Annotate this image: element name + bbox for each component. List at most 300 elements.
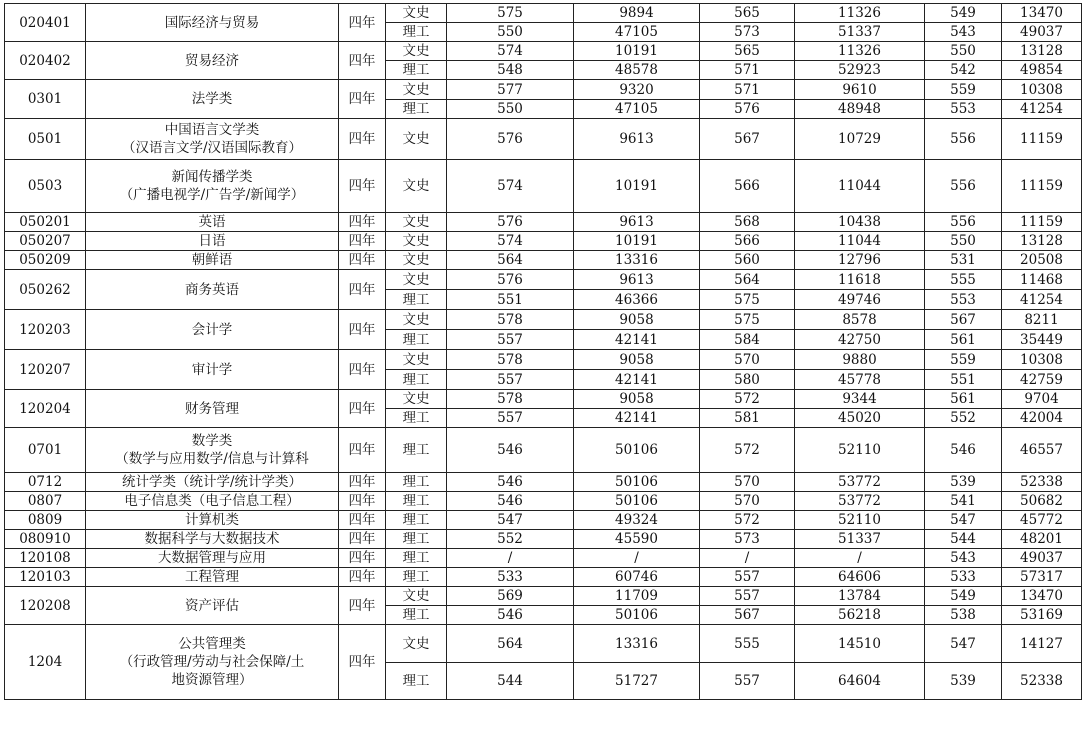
rank-cell: 14510: [795, 625, 925, 663]
score-cell: 546: [447, 428, 574, 473]
major-name-line: 日语: [198, 233, 226, 249]
rank-cell: 47105: [574, 23, 700, 42]
major-name: [86, 473, 339, 492]
score-cell: 565: [700, 42, 795, 61]
rank-cell: 42141: [574, 370, 700, 390]
rank-cell: 41254: [1002, 290, 1082, 310]
score-cell: 533: [447, 568, 574, 587]
track-type: 文史: [386, 4, 447, 23]
major-name-line: 数据科学与大数据技术: [144, 531, 280, 547]
major-name-line: （广播电视学/广告学/新闻学）: [119, 187, 305, 203]
score-cell: 576: [447, 270, 574, 290]
major-name-line: 中国语言文学类: [164, 122, 260, 138]
rank-cell: 64604: [795, 663, 925, 700]
score-cell: 544: [925, 530, 1002, 549]
rank-cell: 52338: [1002, 473, 1082, 492]
rank-cell: 10308: [1002, 350, 1082, 370]
rank-cell: 9880: [795, 350, 925, 370]
score-cell: 561: [925, 330, 1002, 350]
rank-cell: 11159: [1002, 213, 1082, 232]
track-type: 文史: [386, 42, 447, 61]
score-cell: 572: [700, 511, 795, 530]
study-duration: 四年: [339, 119, 386, 160]
score-cell: 551: [447, 290, 574, 310]
rank-cell: 10191: [574, 160, 700, 213]
rank-cell: 13128: [1002, 42, 1082, 61]
rank-cell: 53169: [1002, 606, 1082, 625]
score-cell: 564: [447, 625, 574, 663]
track-type: 文史: [386, 310, 447, 330]
study-duration: 四年: [339, 213, 386, 232]
major-name-line: 统计学类（统计学/统计学类）: [121, 474, 303, 490]
rank-cell: 11159: [1002, 160, 1082, 213]
study-duration: 四年: [339, 160, 386, 213]
major-name-line: 新闻传播学类: [171, 169, 253, 185]
major-name: [86, 511, 339, 530]
score-cell: /: [447, 549, 574, 568]
score-cell: 573: [700, 23, 795, 42]
score-cell: 568: [700, 213, 795, 232]
major-code: 120207: [5, 350, 86, 390]
score-cell: 584: [700, 330, 795, 350]
major-name-line: 工程管理: [185, 569, 239, 585]
score-cell: 549: [925, 4, 1002, 23]
score-cell: 571: [700, 61, 795, 80]
major-name: [86, 350, 339, 390]
rank-cell: 9894: [574, 4, 700, 23]
rank-cell: 20508: [1002, 251, 1082, 270]
table-row: [5, 390, 1082, 409]
rank-cell: /: [795, 549, 925, 568]
rank-cell: 49037: [1002, 549, 1082, 568]
score-cell: 557: [700, 663, 795, 700]
rank-cell: 50106: [574, 473, 700, 492]
table-row: [5, 310, 1082, 330]
major-name-line: 大数据管理与应用: [158, 550, 266, 566]
track-type: 文史: [386, 119, 447, 160]
rank-cell: 10308: [1002, 80, 1082, 100]
major-code: 0301: [5, 80, 86, 119]
score-cell: /: [700, 549, 795, 568]
rank-cell: 56218: [795, 606, 925, 625]
major-name: [86, 80, 339, 119]
major-code: 0501: [5, 119, 86, 160]
study-duration: 四年: [339, 350, 386, 390]
track-type: 理工: [386, 370, 447, 390]
major-name: [86, 568, 339, 587]
score-cell: 552: [925, 409, 1002, 428]
track-type: 文史: [386, 251, 447, 270]
rank-cell: 42004: [1002, 409, 1082, 428]
major-name: [86, 428, 339, 473]
track-type: 文史: [386, 390, 447, 409]
major-name-line: 朝鲜语: [191, 252, 233, 268]
table-row: [5, 251, 1082, 270]
track-type: 理工: [386, 473, 447, 492]
table-body: [5, 4, 1082, 700]
rank-cell: 9320: [574, 80, 700, 100]
study-duration: 四年: [339, 80, 386, 119]
major-name: [86, 251, 339, 270]
major-name: [86, 625, 339, 700]
table-row: [5, 492, 1082, 511]
rank-cell: 9613: [574, 213, 700, 232]
track-type: 文史: [386, 232, 447, 251]
study-duration: 四年: [339, 473, 386, 492]
score-cell: 550: [925, 42, 1002, 61]
rank-cell: 11326: [795, 4, 925, 23]
study-duration: 四年: [339, 549, 386, 568]
rank-cell: 10438: [795, 213, 925, 232]
rank-cell: 52338: [1002, 663, 1082, 700]
rank-cell: 9058: [574, 310, 700, 330]
major-name-line: 商务英语: [185, 281, 239, 298]
table-row: [5, 160, 1082, 213]
major-code: 0809: [5, 511, 86, 530]
rank-cell: 42750: [795, 330, 925, 350]
major-name: [86, 119, 339, 160]
score-cell: 555: [700, 625, 795, 663]
rank-cell: 9704: [1002, 390, 1082, 409]
major-name: [86, 160, 339, 213]
score-cell: 577: [447, 80, 574, 100]
table-row: [5, 568, 1082, 587]
major-name-line: 电子信息类（电子信息工程）: [124, 493, 300, 509]
rank-cell: 35449: [1002, 330, 1082, 350]
score-cell: 556: [925, 213, 1002, 232]
rank-cell: 13316: [574, 625, 700, 663]
score-cell: 566: [700, 160, 795, 213]
rank-cell: 11709: [574, 587, 700, 606]
table-row: [5, 80, 1082, 100]
rank-cell: 52110: [795, 511, 925, 530]
score-cell: 576: [447, 119, 574, 160]
major-name-line: （行政管理/劳动与社会保障/土: [119, 654, 305, 670]
score-cell: 560: [700, 251, 795, 270]
track-type: 理工: [386, 549, 447, 568]
table-row: [5, 549, 1082, 568]
major-name-line: 审计学: [191, 361, 233, 378]
score-cell: 576: [700, 100, 795, 119]
rank-cell: 10729: [795, 119, 925, 160]
study-duration: 四年: [339, 428, 386, 473]
score-cell: 539: [925, 473, 1002, 492]
score-cell: 576: [447, 213, 574, 232]
score-cell: 557: [700, 568, 795, 587]
study-duration: 四年: [339, 4, 386, 42]
major-code: 120204: [5, 390, 86, 428]
major-name-line: 资产评估: [185, 597, 239, 614]
score-cell: 567: [925, 310, 1002, 330]
rank-cell: 11044: [795, 232, 925, 251]
score-cell: 547: [447, 511, 574, 530]
score-cell: 574: [447, 160, 574, 213]
study-duration: 四年: [339, 568, 386, 587]
rank-cell: 11044: [795, 160, 925, 213]
score-cell: 557: [447, 409, 574, 428]
score-cell: 570: [700, 350, 795, 370]
major-code: 0807: [5, 492, 86, 511]
rank-cell: 10191: [574, 232, 700, 251]
rank-cell: 13470: [1002, 4, 1082, 23]
rank-cell: 9613: [574, 119, 700, 160]
rank-cell: 49854: [1002, 61, 1082, 80]
score-cell: 543: [925, 549, 1002, 568]
track-type: 文史: [386, 270, 447, 290]
score-cell: 546: [925, 428, 1002, 473]
rank-cell: 64606: [795, 568, 925, 587]
table-row: [5, 428, 1082, 473]
score-cell: 557: [447, 370, 574, 390]
rank-cell: 8211: [1002, 310, 1082, 330]
rank-cell: 49746: [795, 290, 925, 310]
rank-cell: 11326: [795, 42, 925, 61]
track-type: 文史: [386, 160, 447, 213]
rank-cell: 48201: [1002, 530, 1082, 549]
major-name-line: （数学与应用数学/信息与计算科: [115, 451, 309, 467]
track-type: 理工: [386, 663, 447, 700]
rank-cell: 48948: [795, 100, 925, 119]
score-cell: 567: [700, 119, 795, 160]
rank-cell: 46366: [574, 290, 700, 310]
rank-cell: 9344: [795, 390, 925, 409]
rank-cell: 41254: [1002, 100, 1082, 119]
score-cell: 557: [447, 330, 574, 350]
track-type: 文史: [386, 80, 447, 100]
major-name: [86, 232, 339, 251]
score-cell: 561: [925, 390, 1002, 409]
score-cell: 575: [447, 4, 574, 23]
track-type: 理工: [386, 23, 447, 42]
track-type: 理工: [386, 428, 447, 473]
score-cell: 553: [925, 290, 1002, 310]
major-code: 050207: [5, 232, 86, 251]
study-duration: 四年: [339, 390, 386, 428]
track-type: 理工: [386, 568, 447, 587]
major-name-line: （汉语言文学/汉语国际教育）: [121, 140, 303, 156]
score-cell: 574: [447, 42, 574, 61]
table-row: [5, 511, 1082, 530]
score-cell: 550: [447, 23, 574, 42]
track-type: 理工: [386, 511, 447, 530]
rank-cell: 53772: [795, 492, 925, 511]
rank-cell: 14127: [1002, 625, 1082, 663]
rank-cell: 46557: [1002, 428, 1082, 473]
score-cell: 580: [700, 370, 795, 390]
score-cell: 572: [700, 428, 795, 473]
table-row: [5, 270, 1082, 290]
track-type: 理工: [386, 100, 447, 119]
major-code: 0712: [5, 473, 86, 492]
track-type: 文史: [386, 213, 447, 232]
score-cell: 564: [447, 251, 574, 270]
table-row: [5, 530, 1082, 549]
track-type: 理工: [386, 530, 447, 549]
major-name-line: 国际经济与贸易: [164, 14, 260, 31]
study-duration: 四年: [339, 232, 386, 251]
score-cell: 543: [925, 23, 1002, 42]
score-cell: 539: [925, 663, 1002, 700]
major-name: [86, 42, 339, 80]
study-duration: 四年: [339, 42, 386, 80]
track-type: 理工: [386, 330, 447, 350]
study-duration: 四年: [339, 587, 386, 625]
score-cell: 552: [447, 530, 574, 549]
rank-cell: 42141: [574, 330, 700, 350]
score-cell: 571: [700, 80, 795, 100]
study-duration: 四年: [339, 310, 386, 350]
score-cell: 550: [447, 100, 574, 119]
score-cell: 575: [700, 310, 795, 330]
rank-cell: 42759: [1002, 370, 1082, 390]
rank-cell: 50106: [574, 606, 700, 625]
score-cell: 544: [447, 663, 574, 700]
rank-cell: 13128: [1002, 232, 1082, 251]
track-type: 理工: [386, 409, 447, 428]
major-code: 120108: [5, 549, 86, 568]
rank-cell: 11468: [1002, 270, 1082, 290]
table-row: [5, 350, 1082, 370]
rank-cell: 51727: [574, 663, 700, 700]
table-row: [5, 213, 1082, 232]
track-type: 文史: [386, 625, 447, 663]
rank-cell: 9058: [574, 390, 700, 409]
score-cell: 555: [925, 270, 1002, 290]
major-name: [86, 213, 339, 232]
major-code: 020401: [5, 4, 86, 42]
major-code: 080910: [5, 530, 86, 549]
score-cell: 566: [700, 232, 795, 251]
study-duration: 四年: [339, 492, 386, 511]
major-name-line: 会计学: [191, 321, 233, 338]
major-code: 120203: [5, 310, 86, 350]
rank-cell: 12796: [795, 251, 925, 270]
rank-cell: 47105: [574, 100, 700, 119]
major-name-line: 财务管理: [185, 400, 239, 417]
major-name-line: 计算机类: [185, 512, 239, 528]
score-cell: 574: [447, 232, 574, 251]
rank-cell: 52923: [795, 61, 925, 80]
major-code: 020402: [5, 42, 86, 80]
rank-cell: 45772: [1002, 511, 1082, 530]
major-name: [86, 270, 339, 310]
score-cell: 572: [700, 390, 795, 409]
rank-cell: 45020: [795, 409, 925, 428]
major-code: 050262: [5, 270, 86, 310]
table-row: [5, 625, 1082, 663]
track-type: 理工: [386, 606, 447, 625]
rank-cell: 49324: [574, 511, 700, 530]
rank-cell: 52110: [795, 428, 925, 473]
score-cell: 538: [925, 606, 1002, 625]
major-name-line: 贸易经济: [185, 52, 239, 69]
rank-cell: 13316: [574, 251, 700, 270]
major-code: 050201: [5, 213, 86, 232]
score-cell: 546: [447, 606, 574, 625]
major-name: [86, 390, 339, 428]
score-cell: 570: [700, 492, 795, 511]
study-duration: 四年: [339, 625, 386, 700]
rank-cell: 51337: [795, 23, 925, 42]
major-name-line: 法学类: [191, 91, 233, 107]
score-cell: 546: [447, 473, 574, 492]
table-row: [5, 232, 1082, 251]
major-name-line: 地资源管理）: [171, 672, 253, 688]
track-type: 理工: [386, 290, 447, 310]
score-cell: 578: [447, 310, 574, 330]
major-code: 120103: [5, 568, 86, 587]
score-cell: 548: [447, 61, 574, 80]
major-name: [86, 587, 339, 625]
score-cell: 546: [447, 492, 574, 511]
score-cell: 547: [925, 511, 1002, 530]
score-cell: 551: [925, 370, 1002, 390]
table-row: [5, 42, 1082, 61]
major-name: [86, 530, 339, 549]
score-cell: 575: [700, 290, 795, 310]
score-cell: 581: [700, 409, 795, 428]
score-cell: 541: [925, 492, 1002, 511]
score-cell: 550: [925, 232, 1002, 251]
rank-cell: 49037: [1002, 23, 1082, 42]
score-cell: 533: [925, 568, 1002, 587]
rank-cell: 50106: [574, 492, 700, 511]
score-cell: 553: [925, 100, 1002, 119]
major-code: 050209: [5, 251, 86, 270]
rank-cell: 8578: [795, 310, 925, 330]
major-name: [86, 310, 339, 350]
major-name-line: 英语: [198, 214, 226, 230]
rank-cell: 9058: [574, 350, 700, 370]
study-duration: 四年: [339, 251, 386, 270]
rank-cell: 11618: [795, 270, 925, 290]
score-cell: 565: [700, 4, 795, 23]
table-row: [5, 4, 1082, 23]
rank-cell: 9613: [574, 270, 700, 290]
rank-cell: 57317: [1002, 568, 1082, 587]
rank-cell: 48578: [574, 61, 700, 80]
score-cell: 569: [447, 587, 574, 606]
rank-cell: 13784: [795, 587, 925, 606]
score-cell: 578: [447, 350, 574, 370]
rank-cell: 45590: [574, 530, 700, 549]
score-cell: 559: [925, 350, 1002, 370]
admission-scores-table: [4, 3, 1082, 700]
track-type: 理工: [386, 61, 447, 80]
rank-cell: /: [574, 549, 700, 568]
score-cell: 547: [925, 625, 1002, 663]
rank-cell: 50106: [574, 428, 700, 473]
track-type: 文史: [386, 350, 447, 370]
score-cell: 564: [700, 270, 795, 290]
rank-cell: 9610: [795, 80, 925, 100]
rank-cell: 10191: [574, 42, 700, 61]
table-row: [5, 119, 1082, 160]
table-row: [5, 587, 1082, 606]
major-code: 0503: [5, 160, 86, 213]
major-name: [86, 4, 339, 42]
track-type: 理工: [386, 492, 447, 511]
study-duration: 四年: [339, 270, 386, 310]
major-name: [86, 492, 339, 511]
major-code: 1204: [5, 625, 86, 700]
score-cell: 570: [700, 473, 795, 492]
score-cell: 542: [925, 61, 1002, 80]
major-code: 0701: [5, 428, 86, 473]
score-cell: 549: [925, 587, 1002, 606]
table-row: [5, 473, 1082, 492]
score-cell: 559: [925, 80, 1002, 100]
